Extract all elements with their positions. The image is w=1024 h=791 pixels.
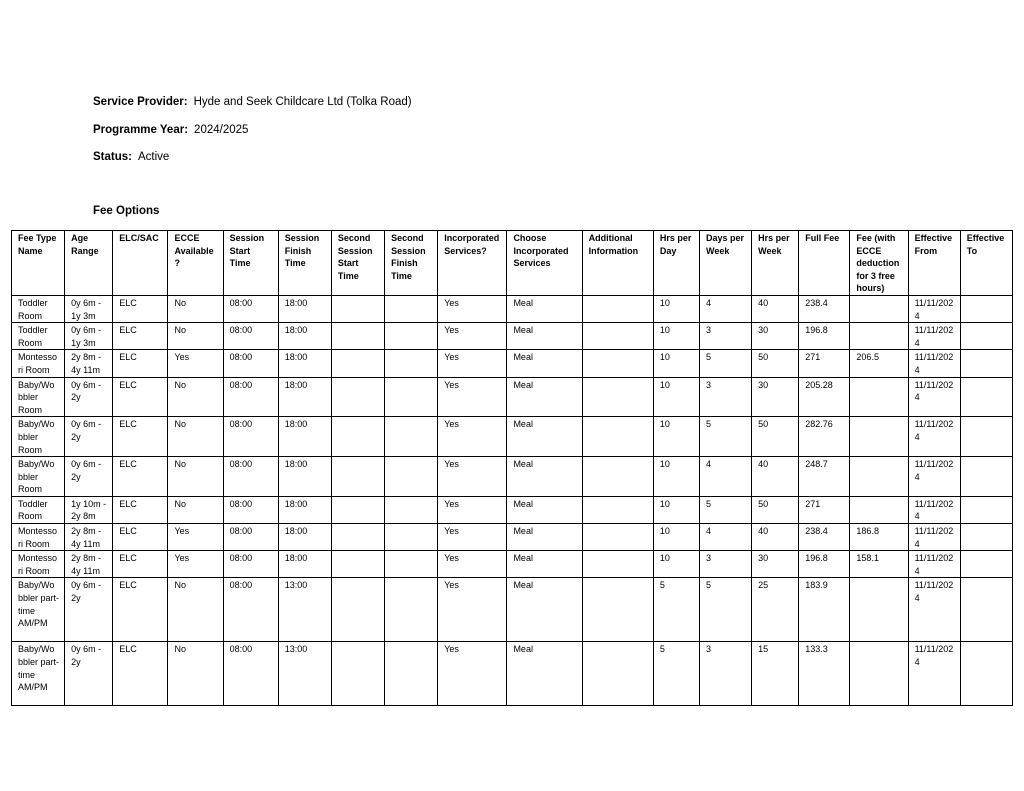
table-row [12, 295, 1013, 322]
table-cell [582, 377, 653, 417]
column-header: Second Session Finish Time [385, 231, 438, 296]
table-cell: 11/11/2024 [908, 323, 960, 350]
table-cell: 40 [752, 524, 799, 551]
status-line [93, 150, 169, 164]
table-cell: 11/11/2024 [908, 377, 960, 417]
table-cell: 13:00 [278, 578, 331, 642]
table-cell [385, 578, 438, 642]
programme-year-line [93, 123, 248, 137]
table-cell: Montessori Room [12, 350, 65, 377]
table-cell [582, 295, 653, 322]
table-cell: Meal [507, 496, 582, 523]
column-header: Second Session Start Time [331, 231, 384, 296]
table-cell: 0y 6m - 1y 3m [65, 295, 113, 322]
table-cell: 2y 8m - 4y 11m [65, 524, 113, 551]
table-cell [331, 323, 384, 350]
table-cell: 5 [699, 496, 751, 523]
table-cell: 18:00 [278, 496, 331, 523]
table-cell: Yes [438, 496, 507, 523]
table-cell: 40 [752, 295, 799, 322]
column-header: Additional Information [582, 231, 653, 296]
table-cell: 50 [752, 417, 799, 457]
table-cell: 205.28 [799, 377, 850, 417]
table-cell [385, 350, 438, 377]
table-cell: ELC [113, 295, 168, 322]
table-cell: 18:00 [278, 350, 331, 377]
status-label: Status: [93, 151, 132, 163]
table-cell: 50 [752, 496, 799, 523]
table-cell: 11/11/2024 [908, 524, 960, 551]
table-cell: 18:00 [278, 457, 331, 497]
table-cell [582, 323, 653, 350]
table-cell: 3 [699, 323, 751, 350]
table-cell [960, 295, 1012, 322]
table-cell: 10 [653, 323, 699, 350]
table-cell [385, 551, 438, 578]
table-cell: No [168, 578, 223, 642]
table-cell: 186.8 [850, 524, 908, 551]
table-cell: Meal [507, 350, 582, 377]
table-cell: 08:00 [223, 578, 278, 642]
table-row [12, 457, 1013, 497]
table-cell [331, 295, 384, 322]
column-header: Incorporated Services? [438, 231, 507, 296]
table-cell: 3 [699, 377, 751, 417]
table-cell: 238.4 [799, 295, 850, 322]
table-cell: 0y 6m - 2y [65, 457, 113, 497]
table-cell: 18:00 [278, 377, 331, 417]
table-cell [960, 496, 1012, 523]
table-cell: Toddler Room [12, 323, 65, 350]
column-header: Hrs per Day [653, 231, 699, 296]
table-cell [385, 295, 438, 322]
table-cell: Yes [438, 295, 507, 322]
table-cell: 196.8 [799, 323, 850, 350]
column-header: Choose Incorporated Services [507, 231, 582, 296]
table-cell: Yes [168, 350, 223, 377]
table-cell [960, 457, 1012, 497]
table-cell [385, 323, 438, 350]
table-cell: Baby/Wobbler Room [12, 417, 65, 457]
table-cell: 11/11/2024 [908, 551, 960, 578]
column-header: ELC/SAC [113, 231, 168, 296]
table-cell: 18:00 [278, 524, 331, 551]
table-cell: 2y 8m - 4y 11m [65, 350, 113, 377]
table-row [12, 350, 1013, 377]
column-header: Session Finish Time [278, 231, 331, 296]
table-cell: 0y 6m - 2y [65, 578, 113, 642]
table-cell: 5 [699, 578, 751, 642]
table-cell [850, 578, 908, 642]
table-cell [582, 642, 653, 706]
table-cell: 0y 6m - 2y [65, 642, 113, 706]
table-cell: Yes [168, 551, 223, 578]
service-provider-label: Service Provider: [93, 96, 188, 108]
table-cell [960, 377, 1012, 417]
programme-year-value: 2024/2025 [194, 124, 249, 136]
table-cell: 4 [699, 524, 751, 551]
table-cell: 10 [653, 417, 699, 457]
table-cell [960, 323, 1012, 350]
table-cell: 08:00 [223, 524, 278, 551]
table-cell: ELC [113, 377, 168, 417]
table-cell: 10 [653, 457, 699, 497]
table-row [12, 524, 1013, 551]
column-header: Days per Week [699, 231, 751, 296]
table-cell: Meal [507, 323, 582, 350]
table-cell: Baby/Wobbler Room [12, 377, 65, 417]
table-cell [850, 457, 908, 497]
table-cell: Toddler Room [12, 295, 65, 322]
table-cell: Montessori Room [12, 551, 65, 578]
table-cell [582, 578, 653, 642]
table-cell: No [168, 377, 223, 417]
service-provider-value: Hyde and Seek Childcare Ltd (Tolka Road) [193, 96, 412, 108]
table-cell: 11/11/2024 [908, 578, 960, 642]
table-cell: 08:00 [223, 350, 278, 377]
table-cell: No [168, 642, 223, 706]
table-cell: Baby/Wobbler part-time AM/PM [12, 578, 65, 642]
table-cell [582, 417, 653, 457]
table-cell: 30 [752, 323, 799, 350]
table-cell [850, 496, 908, 523]
table-cell: 5 [653, 642, 699, 706]
table-cell [850, 417, 908, 457]
table-cell: 11/11/2024 [908, 496, 960, 523]
table-cell: 4 [699, 457, 751, 497]
table-cell: Meal [507, 377, 582, 417]
table-row [12, 323, 1013, 350]
table-cell: Toddler Room [12, 496, 65, 523]
table-cell: 13:00 [278, 642, 331, 706]
table-cell: 271 [799, 350, 850, 377]
table-cell: Yes [438, 417, 507, 457]
table-cell: 11/11/2024 [908, 457, 960, 497]
table-cell: ELC [113, 323, 168, 350]
table-cell: 196.8 [799, 551, 850, 578]
table-cell: 08:00 [223, 642, 278, 706]
table-cell [960, 350, 1012, 377]
column-header: Effective From [908, 231, 960, 296]
table-cell [331, 524, 384, 551]
table-header-row [12, 231, 1013, 296]
table-cell [960, 578, 1012, 642]
column-header: Fee Type Name [12, 231, 65, 296]
table-cell: 0y 6m - 1y 3m [65, 323, 113, 350]
table-cell [385, 457, 438, 497]
table-cell: ELC [113, 578, 168, 642]
table-cell: ELC [113, 417, 168, 457]
table-cell: 3 [699, 551, 751, 578]
table-cell [331, 578, 384, 642]
table-cell: ELC [113, 551, 168, 578]
table-cell [582, 457, 653, 497]
table-cell: 11/11/2024 [908, 417, 960, 457]
table-cell [331, 417, 384, 457]
table-cell: 08:00 [223, 295, 278, 322]
table-row [12, 642, 1013, 706]
table-cell: Meal [507, 551, 582, 578]
table-cell: Yes [438, 323, 507, 350]
table-cell: No [168, 323, 223, 350]
table-cell: ELC [113, 350, 168, 377]
table-cell [331, 642, 384, 706]
table-cell: 248.7 [799, 457, 850, 497]
table-cell: 18:00 [278, 551, 331, 578]
table-cell: Baby/Wobbler Room [12, 457, 65, 497]
table-cell: 18:00 [278, 323, 331, 350]
table-cell: 282.76 [799, 417, 850, 457]
column-header: Fee (with ECCE deduction for 3 free hours) [850, 231, 908, 296]
table-cell: 10 [653, 295, 699, 322]
table-cell: 11/11/2024 [908, 350, 960, 377]
table-row [12, 551, 1013, 578]
table-cell: Yes [168, 524, 223, 551]
fee-options-table [11, 230, 1013, 706]
table-cell: 11/11/2024 [908, 295, 960, 322]
table-cell: 11/11/2024 [908, 642, 960, 706]
table-cell [960, 417, 1012, 457]
table-cell: Yes [438, 642, 507, 706]
column-header: ECCE Available ? [168, 231, 223, 296]
column-header: Effective To [960, 231, 1012, 296]
table-cell: 08:00 [223, 377, 278, 417]
table-cell: Yes [438, 377, 507, 417]
table-cell: 08:00 [223, 496, 278, 523]
table-cell: 50 [752, 350, 799, 377]
table-cell [582, 496, 653, 523]
table-cell [960, 642, 1012, 706]
table-cell [582, 524, 653, 551]
column-header: Session Start Time [223, 231, 278, 296]
table-cell [385, 642, 438, 706]
table-cell: 40 [752, 457, 799, 497]
table-cell: Meal [507, 295, 582, 322]
column-header: Age Range [65, 231, 113, 296]
table-cell [331, 350, 384, 377]
table-cell: 5 [699, 350, 751, 377]
table-cell: 10 [653, 496, 699, 523]
table-cell: 3 [699, 642, 751, 706]
table-cell [385, 524, 438, 551]
table-cell: 08:00 [223, 551, 278, 578]
table-cell: Montessori Room [12, 524, 65, 551]
table-cell: Baby/Wobbler part-time AM/PM [12, 642, 65, 706]
table-cell: No [168, 295, 223, 322]
table-row [12, 377, 1013, 417]
table-cell: 10 [653, 350, 699, 377]
table-cell: Yes [438, 578, 507, 642]
table-cell [385, 496, 438, 523]
table-cell: 10 [653, 377, 699, 417]
table-body [12, 295, 1013, 705]
table-cell: 2y 8m - 4y 11m [65, 551, 113, 578]
table-cell: 158.1 [850, 551, 908, 578]
table-cell: 4 [699, 295, 751, 322]
table-cell [331, 457, 384, 497]
table-cell [331, 496, 384, 523]
table-cell [582, 551, 653, 578]
table-cell: Yes [438, 551, 507, 578]
table-cell: 18:00 [278, 417, 331, 457]
table-cell [582, 350, 653, 377]
table-cell: Yes [438, 457, 507, 497]
table-cell [331, 377, 384, 417]
fee-options-title: Fee Options [93, 205, 160, 217]
status-value: Active [137, 151, 170, 163]
table-cell: 0y 6m - 2y [65, 377, 113, 417]
table-cell: 08:00 [223, 417, 278, 457]
table-row [12, 496, 1013, 523]
table-cell: Meal [507, 642, 582, 706]
table-cell: 30 [752, 551, 799, 578]
table-cell: No [168, 496, 223, 523]
table-cell [850, 323, 908, 350]
table-cell: Meal [507, 417, 582, 457]
table-cell [385, 417, 438, 457]
table-cell: 25 [752, 578, 799, 642]
table-cell: 08:00 [223, 323, 278, 350]
table-cell: 206.5 [850, 350, 908, 377]
table-cell: 15 [752, 642, 799, 706]
table-cell: 133.3 [799, 642, 850, 706]
programme-year-label: Programme Year: [93, 124, 189, 136]
table-row [12, 417, 1013, 457]
table-cell: ELC [113, 642, 168, 706]
table-cell: 18:00 [278, 295, 331, 322]
column-header: Full Fee [799, 231, 850, 296]
table-cell [331, 551, 384, 578]
table-row [12, 578, 1013, 642]
table-cell: Yes [438, 350, 507, 377]
table-cell: No [168, 457, 223, 497]
table-cell [960, 551, 1012, 578]
table-cell [850, 642, 908, 706]
table-cell: Meal [507, 457, 582, 497]
table-cell: ELC [113, 524, 168, 551]
table-cell: Meal [507, 578, 582, 642]
table-cell [385, 377, 438, 417]
table-cell: ELC [113, 457, 168, 497]
table-cell: 183.9 [799, 578, 850, 642]
table-cell: 0y 6m - 2y [65, 417, 113, 457]
table-cell: 08:00 [223, 457, 278, 497]
table-cell: ELC [113, 496, 168, 523]
table-cell: 5 [653, 578, 699, 642]
column-header: Hrs per Week [752, 231, 799, 296]
service-provider-line [93, 95, 412, 109]
table-cell: 5 [699, 417, 751, 457]
table-cell [850, 377, 908, 417]
table-cell [960, 524, 1012, 551]
table-cell [850, 295, 908, 322]
table-cell: 1y 10m - 2y 8m [65, 496, 113, 523]
table-cell: No [168, 417, 223, 457]
table-cell: 271 [799, 496, 850, 523]
table-cell: 30 [752, 377, 799, 417]
table-cell: 238.4 [799, 524, 850, 551]
table-cell: Yes [438, 524, 507, 551]
table-cell: 10 [653, 524, 699, 551]
table-cell: Meal [507, 524, 582, 551]
table-cell: 10 [653, 551, 699, 578]
